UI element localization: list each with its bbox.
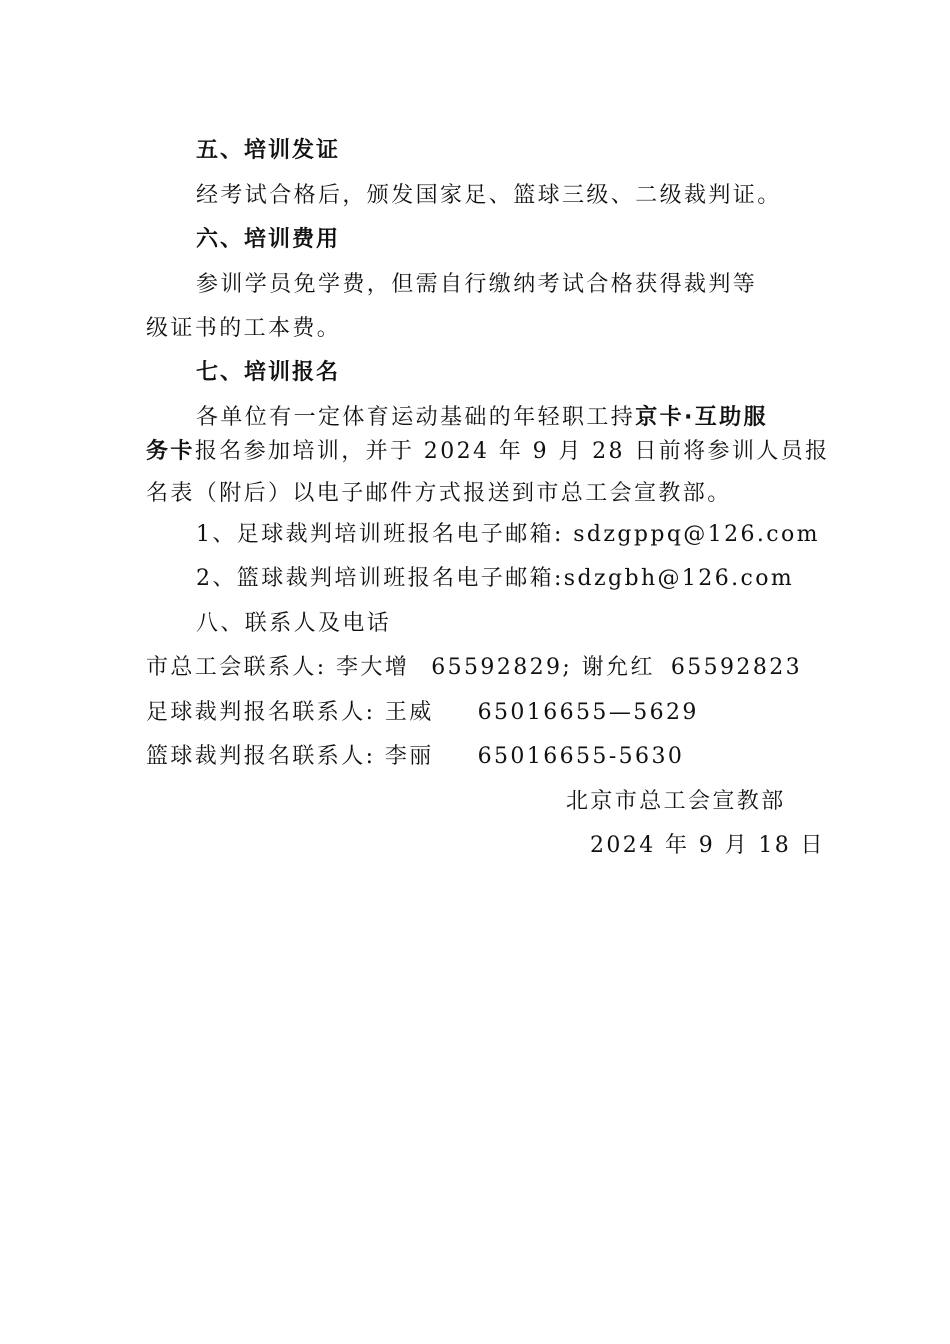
jingka-card-name-part1: 京卡·互助服 (635, 405, 768, 430)
signature-org: 北京市总工会宣教部 (566, 789, 786, 814)
section-seven-heading: 七、培训报名 (196, 360, 341, 385)
contact-label: 足球裁判报名联系人: (146, 700, 376, 725)
section-seven-line3: 名表（附后）以电子邮件方式报送到市总工会宣教部。 (146, 481, 732, 506)
section-five-heading: 五、培训发证 (196, 138, 341, 163)
section-seven-line1 (196, 403, 768, 433)
contact-phone: 65016655-5630 (477, 744, 685, 769)
signature-date: 2024 年 9 月 18 日 (590, 833, 825, 858)
section-six-heading: 六、培训费用 (196, 227, 341, 252)
contact-name: 李大增 (336, 655, 410, 680)
contact-name: 李丽 (384, 744, 434, 769)
contact-name: 王威 (384, 700, 434, 725)
section-seven-line2-text: 报名参加培训，并于 2024 年 9 月 28 日前将参训人员报 (194, 439, 830, 464)
contact-label: 篮球裁判报名联系人: (146, 744, 376, 769)
section-eight-heading: 八、联系人及电话 (196, 611, 392, 636)
football-signup-email: 1、足球裁判培训班报名电子邮箱: sdzgppq@126.com (196, 522, 820, 547)
contact-row-union (146, 653, 802, 683)
contact-phone: 65016655—5629 (477, 700, 699, 725)
basketball-signup-email: 2、篮球裁判培训班报名电子邮箱:sdzgbh@126.com (196, 566, 795, 591)
section-seven-line1-text: 各单位有一定体育运动基础的年轻职工持 (196, 405, 636, 430)
section-five-body: 经考试合格后，颁发国家足、篮球三级、二级裁判证。 (196, 183, 782, 208)
section-six-body-line2: 级证书的工本费。 (146, 316, 342, 341)
contact-row-basketball (146, 742, 684, 772)
contact-row-football (146, 698, 699, 728)
section-seven-line2 (146, 437, 830, 467)
contact-phone-2: 65592823 (670, 655, 803, 680)
contact-name-2: 谢允红 (581, 655, 655, 680)
contact-phone: 65592829; (431, 655, 573, 680)
jingka-card-name-part2: 务卡 (146, 439, 195, 464)
section-six-body-line1: 参训学员免学费，但需自行缴纳考试合格获得裁判等 (196, 272, 758, 297)
contact-label: 市总工会联系人: (146, 655, 327, 680)
